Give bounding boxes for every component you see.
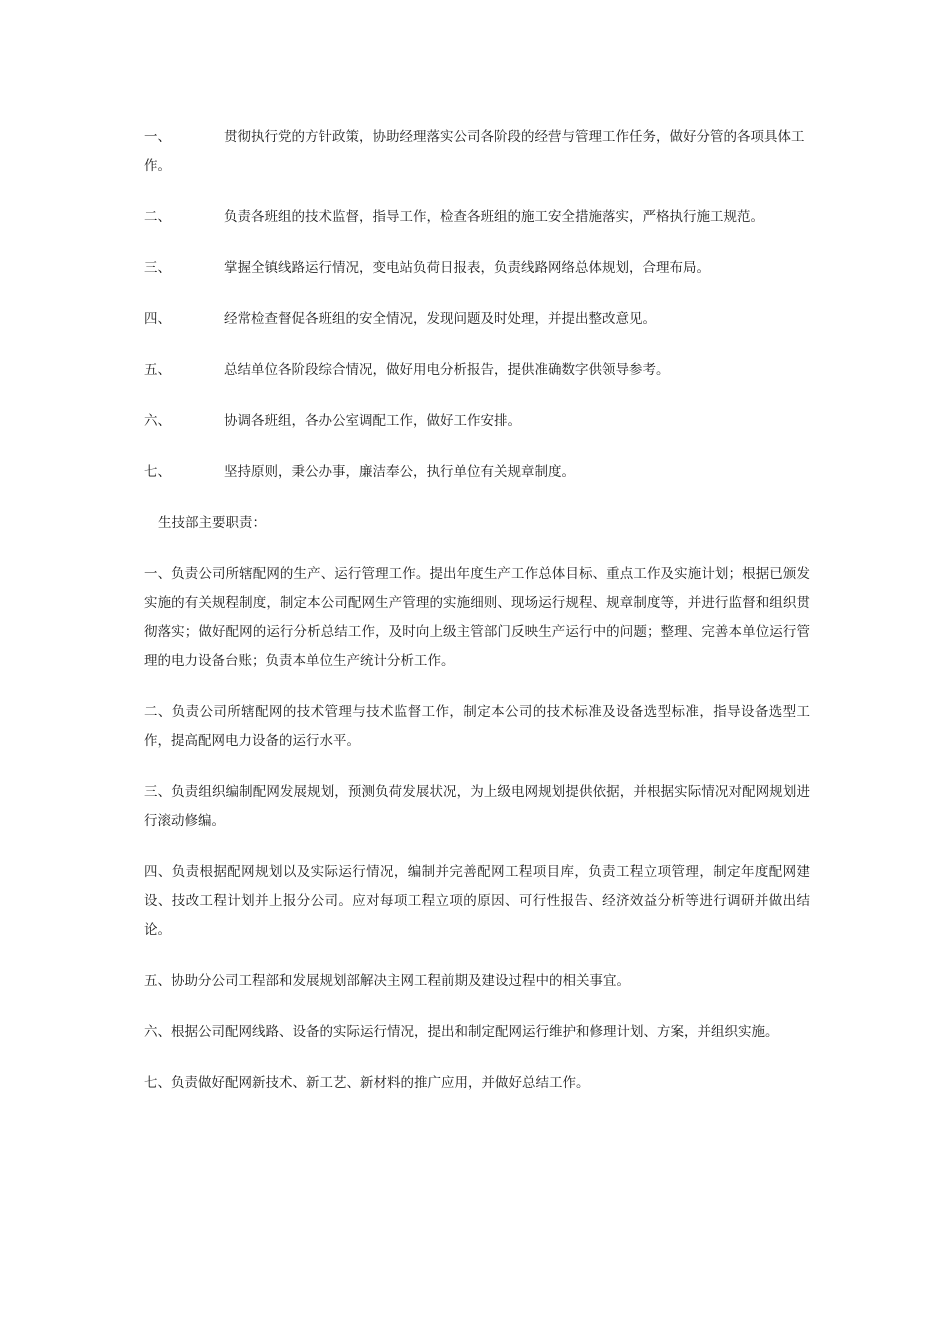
duty-item-6	[144, 407, 810, 436]
duty-item-4	[144, 305, 810, 334]
duty-item-7	[144, 458, 810, 487]
duty-text: 贯彻执行党的方针政策，协助经理落实公司各阶段的经营与管理工作任务，做好分管的各项具体工作。	[144, 129, 805, 174]
section-heading: 生技部主要职责：	[158, 515, 266, 531]
duty-text: 负责各班组的技术监督，指导工作，检查各班组的施工安全措施落实，严格执行施工规范。	[224, 209, 764, 225]
duty-text: 掌握全镇线路运行情况，变电站负荷日报表，负责线路网络总体规划，合理布局。	[224, 260, 710, 276]
duty-item-2	[144, 203, 810, 232]
document-body	[144, 123, 810, 1120]
duty-text: 经常检查督促各班组的安全情况，发现问题及时处理，并提出整改意见。	[224, 311, 656, 327]
duty-item-1	[144, 123, 810, 181]
duty-number: 七、	[144, 464, 171, 480]
duty-number: 五、	[144, 362, 171, 378]
tech-duty-item-1: 一、负责公司所辖配网的生产、运行管理工作。提出年度生产工作总体目标、重点工作及实施计划；根据已颁发实施的有关规程制度，制定本公司配网生产管理的实施细则、现场运行规程、规章制度等，并进行监督和组织贯彻落实；做好配网的运行分析总结工作，及时向上级主管部门反映生产运行中的问题；整理、完善本单位运行管理的电力设备台账；负责本单位生产统计分析工作。	[144, 566, 810, 669]
tech-duty-item-7: 七、负责做好配网新技术、新工艺、新材料的推广应用，并做好总结工作。	[144, 1075, 590, 1091]
tech-duties-list	[144, 560, 810, 1098]
duty-text: 协调各班组，各办公室调配工作，做好工作安排。	[224, 413, 521, 429]
office-duties-list	[144, 123, 810, 487]
tech-duty-item-3: 三、负责组织编制配网发展规划，预测负荷发展状况，为上级电网规划提供依据，并根据实际情况对配网规划进行滚动修编。	[144, 784, 810, 829]
duty-text: 坚持原则，秉公办事，廉洁奉公，执行单位有关规章制度。	[224, 464, 575, 480]
tech-duty-item-2: 二、负责公司所辖配网的技术管理与技术监督工作，制定本公司的技术标准及设备选型标准，指导设备选型工作，提高配网电力设备的运行水平。	[144, 704, 810, 749]
tech-duty-item-6: 六、根据公司配网线路、设备的实际运行情况，提出和制定配网运行维护和修理计划、方案，并组织实施。	[144, 1024, 779, 1040]
duty-number: 二、	[144, 209, 171, 225]
duty-item-5	[144, 356, 810, 385]
tech-duty-item-5: 五、协助分公司工程部和发展规划部解决主网工程前期及建设过程中的相关事宜。	[144, 973, 630, 989]
duty-number: 六、	[144, 413, 171, 429]
duty-text: 总结单位各阶段综合情况，做好用电分析报告，提供准确数字供领导参考。	[224, 362, 670, 378]
duty-number: 三、	[144, 260, 171, 276]
duty-number: 四、	[144, 311, 171, 327]
duty-item-3	[144, 254, 810, 283]
tech-duty-item-4: 四、负责根据配网规划以及实际运行情况，编制并完善配网工程项目库，负责工程立项管理，制定年度配网建设、技改工程计划并上报分公司。应对每项工程立项的原因、可行性报告、经济效益分析等进行调研并做出结论。	[144, 864, 810, 938]
duty-number: 一、	[144, 129, 171, 145]
